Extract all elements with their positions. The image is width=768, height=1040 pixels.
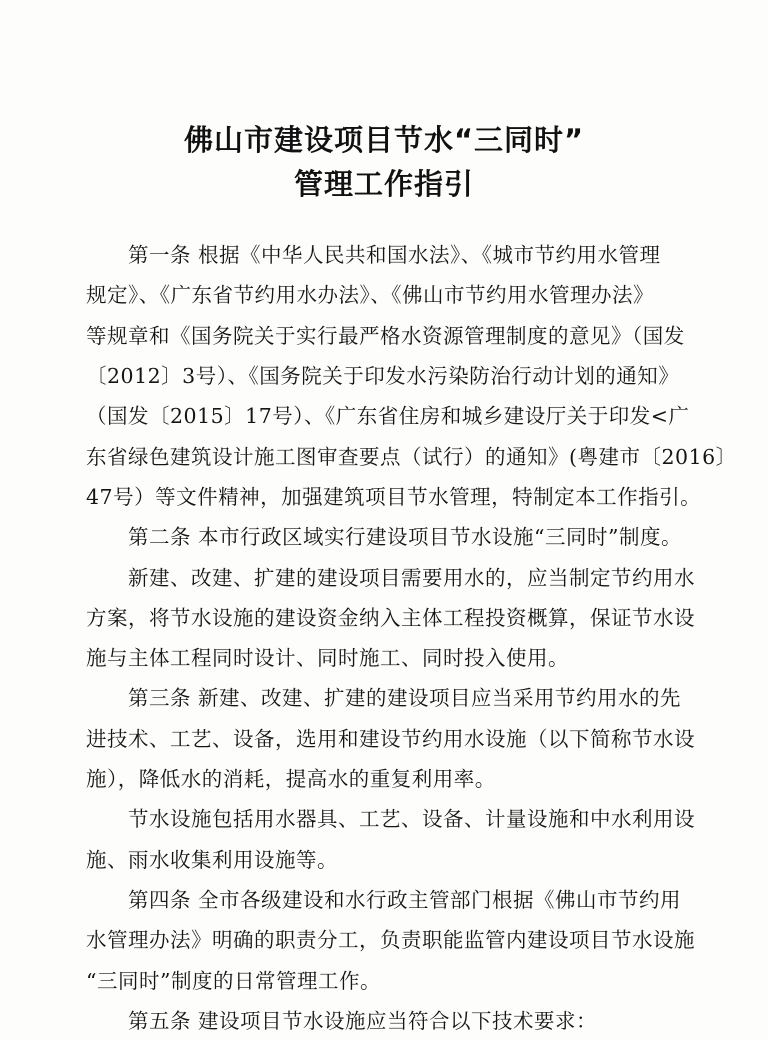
body-line: 方案，将节水设施的建设资金纳入主体工程投资概算，保证节水设 <box>86 606 695 630</box>
document-title-line-1: 佛山市建设项目节水“三同时” <box>183 123 585 157</box>
body-line: “三同时”制度的日常管理工作。 <box>86 969 381 993</box>
body-line: 节水设施包括用水器具、工艺、设备、计量设施和中水利用设 <box>86 807 695 831</box>
body-line: 第五条 建设项目节水设施应当符合以下技术要求： <box>86 1009 598 1033</box>
body-line: 施与主体工程同时设计、同时施工、同时投入使用。 <box>86 646 569 670</box>
body-line: 规定》、《广东省节约用水办法》、《佛山市节约用水管理办法》 <box>86 283 654 307</box>
body-line: 〔2012〕3号）、《国务院关于印发水污染防治行动计划的通知》 <box>86 364 680 388</box>
body-line: 等规章和《国务院关于实行最严格水资源管理制度的意见》（国发 <box>86 324 685 348</box>
body-line: 47号）等文件精神，加强建筑项目节水管理，特制定本工作指引。 <box>86 485 702 509</box>
body-line: 第一条 根据《中华人民共和国水法》、《城市节约用水管理 <box>86 243 661 267</box>
document-title-line-2: 管理工作指引 <box>293 167 474 201</box>
body-line: 水管理办法》明确的职责分工，负责职能监管内建设项目节水设施 <box>86 928 695 952</box>
body-line: 第四条 全市各级建设和水行政主管部门根据《佛山市节约用 <box>86 888 682 912</box>
body-line: 进技术、工艺、设备，选用和建设节约用水设施（以下简称节水设 <box>86 727 695 751</box>
body-line: 第三条 新建、改建、扩建的建设项目应当采用节约用水的先 <box>86 686 682 710</box>
body-line: 施、雨水收集利用设施等。 <box>86 848 338 872</box>
body-line: 第二条 本市行政区域实行建设项目节水设施“三同时”制度。 <box>86 525 682 549</box>
body-line: 新建、改建、扩建的建设项目需要用水的，应当制定节约用水 <box>86 566 695 590</box>
body-line: 东省绿色建筑设计施工图审查要点（试行）的通知》(粤建市〔2016〕 <box>86 445 737 469</box>
body-line: （国发〔2015〕17号）、《广东省住房和城乡建设厅关于印发<广 <box>86 404 690 428</box>
body-line: 施），降低水的消耗，提高水的重复利用率。 <box>86 767 496 791</box>
